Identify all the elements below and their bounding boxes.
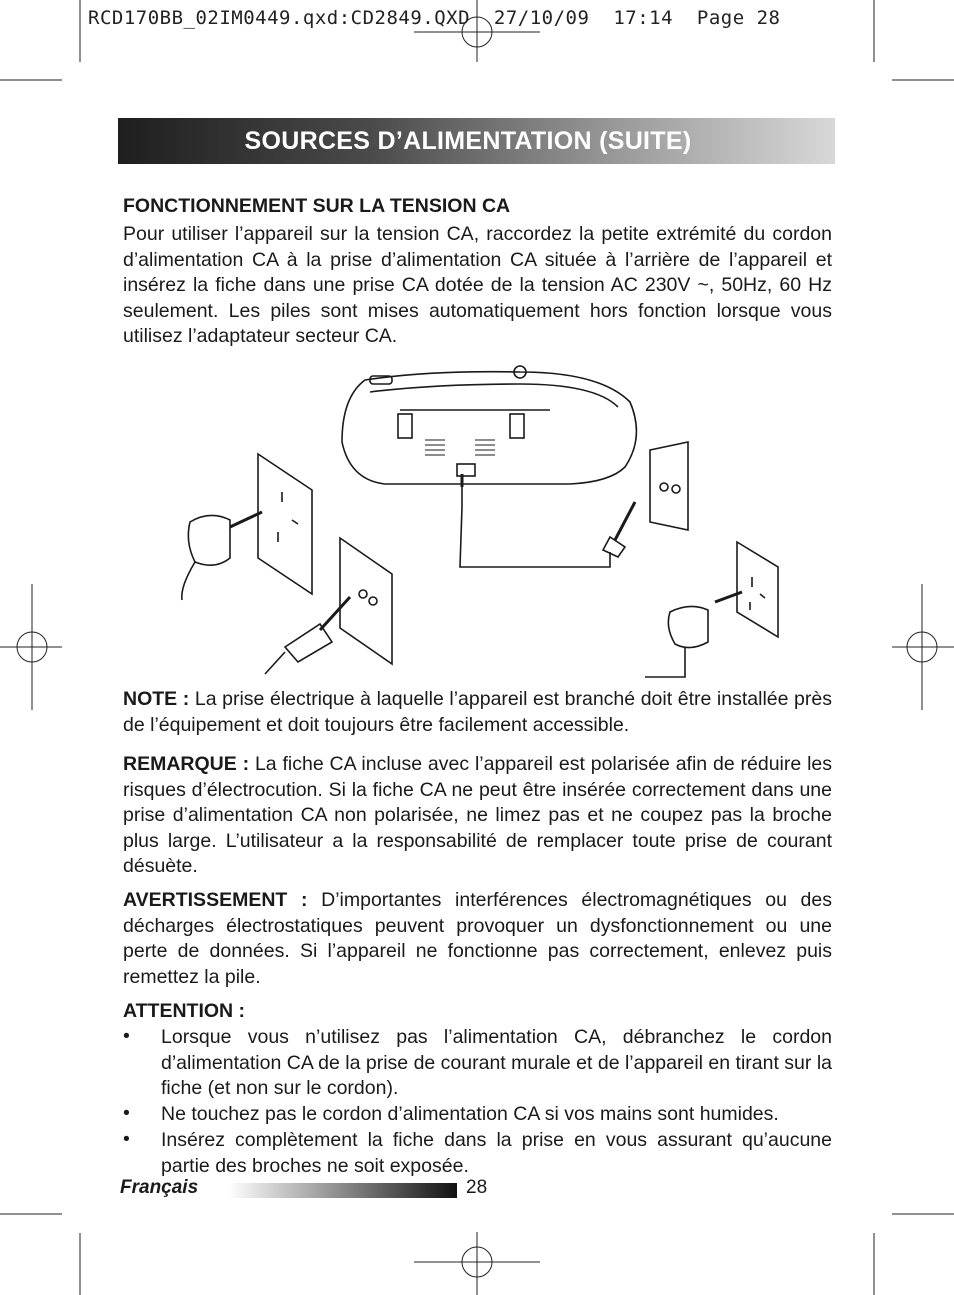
attention-item-1: Lorsque vous n’utilisez pas l’alimentation CA, débranchez le cordon d’alimentation CA de la prise de courant murale et de l’appareil en tirant sur la fiche (et non sur le cordon). (161, 1026, 832, 1099)
remarque-paragraph (123, 752, 832, 880)
uk-adapter-right (668, 606, 708, 647)
section-heading: FONCTIONNEMENT SUR LA TENSION CA (123, 195, 511, 217)
file-slug-line: RCD170BB_02IM0449.qxd:CD2849.QXD 27/10/09 17:14 Page 28 (88, 7, 781, 29)
section-body: Pour utiliser l’appareil sur la tension CA, raccordez la petite extrémité du cordon d’alimentation CA à la prise d’alimentation CA située à l’arrière de l’appareil et insérez la fiche dans une prise CA dotée de la tension AC 230V ~, 50Hz, 60 Hz seulement. Les piles sont mises automatiquement hors fonction lorsque vous utilisez l’adaptateur secteur CA. (123, 223, 832, 347)
wall-outlet-euro-right (650, 442, 688, 530)
attention-item-2: Ne touchez pas le cordon d’alimentation CA si vos mains sont humides. (161, 1103, 779, 1125)
note-label: NOTE : (123, 688, 190, 710)
power-cord (460, 474, 610, 567)
note-text: La prise électrique à laquelle l’appareil est branché doit être installée près de l’équipement et doit toujours être facilement accessible. (123, 688, 832, 736)
wall-outlet-uk-left (258, 454, 312, 594)
avertissement-label: AVERTISSEMENT : (123, 889, 308, 911)
remarque-text: La fiche CA incluse avec l’appareil est polarisée afin de réduire les risques d’électrocution. Si la fiche CA ne peut être insérée correctement dans une prise d’alimentation CA non polarisée, ne limez pas et ne coupez pas la broche plus large. L’utilisateur a la responsabilité de remplacer toute prise de courant désuète. (123, 753, 832, 877)
avertissement-paragraph (123, 888, 832, 990)
boombox-rear-illustration (342, 366, 636, 484)
bullet-symbol: • (123, 1102, 130, 1124)
footer-gradient-bar (228, 1183, 457, 1198)
attention-item-3: Insérez complètement la fiche dans la prise en vous assurant qu’aucune partie des broches ne soit exposée. (161, 1129, 832, 1177)
page-title: SOURCES D’ALIMENTATION (SUITE) (244, 127, 692, 155)
attention-heading: ATTENTION : (123, 1000, 246, 1022)
wall-outlet-uk-right (737, 542, 778, 637)
arrow-right-plug (615, 502, 635, 540)
uk-adapter-left (188, 515, 230, 565)
note-paragraph (123, 687, 832, 738)
euro-plug-middle (285, 624, 332, 662)
page-number: 28 (466, 1177, 488, 1198)
ac-connection-illustration (170, 362, 790, 682)
remarque-label: REMARQUE : (123, 753, 250, 775)
footer-language: Français (120, 1177, 199, 1198)
avertissement-text: D’importantes interférences électromagnétiques ou des décharges électrostatiques peuvent provoquer un dysfonctionnement ou une perte de données. Si l’appareil ne fonctionne pas correctement, enlevez puis remettez la pile. (123, 889, 833, 988)
bullet-symbol: • (123, 1128, 130, 1150)
bullet-symbol: • (123, 1025, 130, 1047)
